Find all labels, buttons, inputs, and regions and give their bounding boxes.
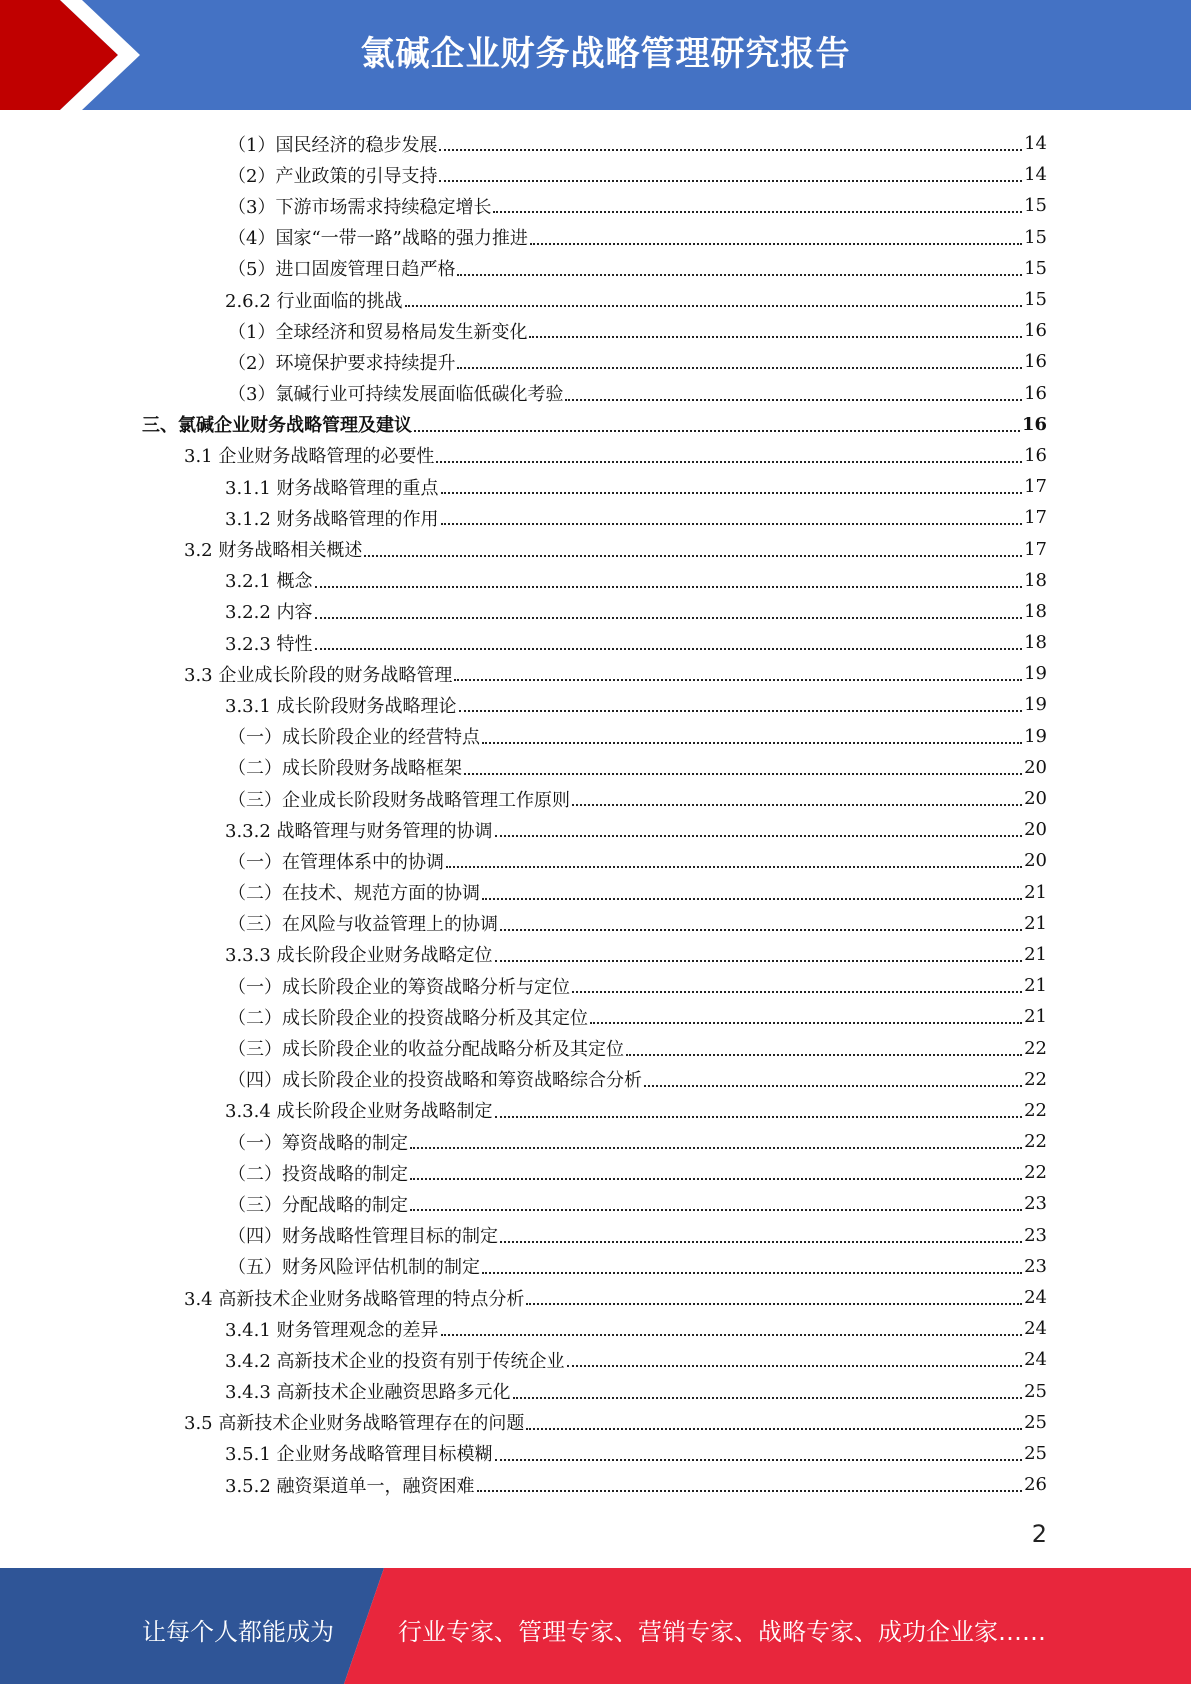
toc-dot-leader: [439, 179, 1022, 182]
toc-dot-leader: [529, 335, 1022, 338]
page-header: [0, 0, 1191, 110]
toc-entry-label: （二）投资战略的制定: [228, 1163, 408, 1185]
toc-entry-label: 3.4.1 财务管理观念的差异: [225, 1319, 439, 1341]
toc-entry-page: 25: [1024, 1442, 1047, 1464]
toc-entry-label: 3.1.1 财务战略管理的重点: [225, 477, 439, 499]
toc-entry[interactable]: [0, 939, 1191, 970]
toc-entry-label: 3.5 高新技术企业财务战略管理存在的问题: [184, 1413, 525, 1435]
toc-entry-page: 15: [1024, 257, 1047, 279]
toc-entry-page: 24: [1024, 1318, 1047, 1340]
toc-dot-leader: [644, 1084, 1022, 1087]
toc-entry-label: 2.6.2 行业面临的挑战: [225, 290, 403, 312]
toc-dot-leader: [459, 709, 1023, 712]
toc-entry[interactable]: [0, 128, 1191, 159]
toc-dot-leader: [405, 304, 1023, 307]
toc-entry[interactable]: [0, 284, 1191, 315]
toc-entry[interactable]: [0, 159, 1191, 190]
toc-entry-page: 16: [1024, 382, 1047, 404]
toc-entry-label: （二）成长阶段企业的投资战略分析及其定位: [228, 1007, 588, 1029]
toc-entry-label: 3.3.2 战略管理与财务管理的协调: [225, 820, 493, 842]
toc-dot-leader: [464, 772, 1022, 775]
page-number: 2: [1031, 1520, 1047, 1548]
toc-entry-label: 3.2.1 概念: [225, 571, 313, 593]
toc-dot-leader: [441, 522, 1023, 525]
toc-dot-leader: [495, 834, 1023, 837]
toc-entry-page: 20: [1024, 788, 1047, 810]
toc-entry-page: 18: [1024, 600, 1047, 622]
toc-entry[interactable]: [0, 409, 1191, 440]
toc-dot-leader: [495, 959, 1023, 962]
toc-entry[interactable]: [0, 222, 1191, 253]
toc-entry-page: 16: [1021, 413, 1047, 435]
toc-entry[interactable]: [0, 1032, 1191, 1063]
toc-dot-leader: [457, 366, 1022, 369]
toc-entry-label: 3.5.2 融资渠道单一，融资困难: [225, 1475, 475, 1497]
toc-entry[interactable]: [0, 1313, 1191, 1344]
toc-dot-leader: [482, 897, 1022, 900]
toc-entry-label: 3.2 财务战略相关概述: [184, 540, 363, 562]
toc-entry[interactable]: [0, 627, 1191, 658]
toc-dot-leader: [500, 928, 1022, 931]
toc-dot-leader: [493, 210, 1022, 213]
toc-entry-page: 21: [1024, 943, 1047, 965]
toc-entry-label: 3.3.1 成长阶段财务战略理论: [225, 695, 457, 717]
toc-entry-label: 3.2.3 特性: [225, 633, 313, 655]
toc-entry-page: 23: [1024, 1224, 1047, 1246]
toc-entry-label: 3.4 高新技术企业财务战略管理的特点分析: [184, 1288, 525, 1310]
toc-entry-label: （五）财务风险评估机制的制定: [228, 1257, 480, 1279]
toc-entry[interactable]: [0, 315, 1191, 346]
toc-entry-label: 3.2.2 内容: [225, 602, 313, 624]
toc-entry-page: 16: [1024, 351, 1047, 373]
toc-entry-page: 24: [1024, 1287, 1047, 1309]
toc-entry[interactable]: [0, 471, 1191, 502]
toc-dot-leader: [500, 1240, 1022, 1243]
toc-dot-leader: [436, 460, 1022, 463]
toc-entry-label: 三、氯碱企业财务战略管理及建议: [142, 415, 412, 437]
toc-entry-page: 22: [1024, 1131, 1047, 1153]
toc-entry-label: （三）成长阶段企业的收益分配战略分析及其定位: [228, 1039, 624, 1061]
toc-entry-page: 16: [1024, 320, 1047, 342]
toc-dot-leader: [526, 1427, 1022, 1430]
toc-entry-page: 14: [1024, 164, 1047, 186]
toc-entry[interactable]: [0, 378, 1191, 409]
toc-entry-page: 21: [1024, 881, 1047, 903]
toc-entry-page: 22: [1024, 1068, 1047, 1090]
toc-entry[interactable]: [0, 1126, 1191, 1157]
footer-slogan-right: 行业专家、管理专家、营销专家、战略专家、成功企业家……: [398, 1618, 1046, 1646]
toc-entry-label: （一）筹资战略的制定: [228, 1132, 408, 1154]
toc-entry-page: 20: [1024, 819, 1047, 841]
toc-dot-leader: [590, 1021, 1022, 1024]
toc-entry[interactable]: [0, 190, 1191, 221]
toc-dot-leader: [495, 1115, 1023, 1118]
toc-entry-page: 18: [1024, 569, 1047, 591]
toc-entry-page: 15: [1024, 195, 1047, 217]
toc-entry-label: （三）在风险与收益管理上的协调: [228, 914, 498, 936]
toc-entry[interactable]: [0, 814, 1191, 845]
toc-entry-label: （三）企业成长阶段财务战略管理工作原则: [228, 789, 570, 811]
toc-entry[interactable]: [0, 565, 1191, 596]
toc-entry[interactable]: [0, 533, 1191, 564]
toc-entry-page: 22: [1024, 1099, 1047, 1121]
toc-dot-leader: [446, 865, 1022, 868]
toc-entry[interactable]: [0, 1469, 1191, 1500]
toc-entry-label: 3.3 企业成长阶段的财务战略管理: [184, 664, 453, 686]
toc-dot-leader: [626, 1053, 1022, 1056]
toc-entry[interactable]: [0, 440, 1191, 471]
toc-entry-label: （四）财务战略性管理目标的制定: [228, 1226, 498, 1248]
toc-entry-label: 3.5.1 企业财务战略管理目标模糊: [225, 1444, 493, 1466]
toc-entry-label: （四）成长阶段企业的投资战略和筹资战略综合分析: [228, 1070, 642, 1092]
toc-dot-leader: [414, 429, 1020, 432]
toc-entry-label: （3）氯碱行业可持续发展面临低碳化考验: [228, 384, 564, 406]
toc-entry[interactable]: [0, 1438, 1191, 1469]
toc-entry[interactable]: [0, 1001, 1191, 1032]
toc-dot-leader: [315, 616, 1023, 619]
page-footer: [0, 1568, 1191, 1684]
toc-dot-leader: [477, 1489, 1023, 1492]
toc-dot-leader: [364, 554, 1022, 557]
toc-entry-label: （1）国民经济的稳步发展: [228, 134, 438, 156]
toc-dot-leader: [565, 398, 1022, 401]
toc-entry[interactable]: [0, 1220, 1191, 1251]
toc-dot-leader: [315, 647, 1023, 650]
toc-entry-label: （一）在管理体系中的协调: [228, 851, 444, 873]
toc-entry-page: 17: [1024, 476, 1047, 498]
toc-entry-page: 19: [1024, 725, 1047, 747]
toc-entry-page: 26: [1024, 1474, 1047, 1496]
toc-entry-page: 20: [1024, 850, 1047, 872]
toc-entry[interactable]: [0, 502, 1191, 533]
report-title: 氯碱企业财务战略管理研究报告: [360, 34, 851, 74]
footer-slogan-left: 让每个人都能成为: [142, 1618, 334, 1646]
toc-entry-page: 16: [1024, 444, 1047, 466]
toc-entry-page: 18: [1024, 632, 1047, 654]
toc-entry-page: 21: [1024, 1006, 1047, 1028]
toc-dot-leader: [513, 1396, 1023, 1399]
toc-entry-label: 3.1 企业财务战略管理的必要性: [184, 446, 435, 468]
toc-entry[interactable]: [0, 346, 1191, 377]
toc-entry-page: 15: [1024, 226, 1047, 248]
toc-dot-leader: [410, 1208, 1022, 1211]
table-of-contents: [0, 128, 1191, 1500]
toc-entry-page: 19: [1024, 663, 1047, 685]
toc-entry-page: 21: [1024, 975, 1047, 997]
toc-entry-label: （2）环境保护要求持续提升: [228, 352, 456, 374]
toc-dot-leader: [526, 1302, 1022, 1305]
toc-entry[interactable]: [0, 721, 1191, 752]
toc-entry[interactable]: [0, 877, 1191, 908]
toc-dot-leader: [482, 741, 1022, 744]
toc-entry[interactable]: [0, 1095, 1191, 1126]
toc-entry[interactable]: [0, 1188, 1191, 1219]
toc-dot-leader: [572, 803, 1022, 806]
toc-entry-label: （二）在技术、规范方面的协调: [228, 883, 480, 905]
toc-entry[interactable]: [0, 845, 1191, 876]
toc-entry-page: 17: [1024, 538, 1047, 560]
toc-entry-label: （二）成长阶段财务战略框架: [228, 758, 462, 780]
toc-entry[interactable]: [0, 1157, 1191, 1188]
toc-entry-label: （2）产业政策的引导支持: [228, 165, 438, 187]
toc-entry-label: （3）下游市场需求持续稳定增长: [228, 196, 492, 218]
toc-dot-leader: [441, 1333, 1023, 1336]
toc-entry[interactable]: [0, 970, 1191, 1001]
toc-dot-leader: [495, 1458, 1023, 1461]
toc-entry-page: 19: [1024, 694, 1047, 716]
toc-entry[interactable]: [0, 752, 1191, 783]
toc-entry[interactable]: [0, 783, 1191, 814]
toc-entry-label: 3.3.3 成长阶段企业财务战略定位: [225, 945, 493, 967]
toc-entry[interactable]: [0, 1376, 1191, 1407]
toc-entry-page: 25: [1024, 1380, 1047, 1402]
toc-entry-page: 25: [1024, 1411, 1047, 1433]
toc-entry-page: 14: [1024, 133, 1047, 155]
toc-entry-label: （三）分配战略的制定: [228, 1194, 408, 1216]
toc-dot-leader: [482, 1271, 1022, 1274]
toc-entry-label: 3.3.4 成长阶段企业财务战略制定: [225, 1101, 493, 1123]
toc-dot-leader: [441, 491, 1023, 494]
toc-entry[interactable]: [0, 596, 1191, 627]
toc-dot-leader: [530, 242, 1022, 245]
toc-entry-page: 23: [1024, 1255, 1047, 1277]
toc-dot-leader: [454, 678, 1022, 681]
toc-dot-leader: [410, 1177, 1022, 1180]
toc-entry[interactable]: [0, 1344, 1191, 1375]
toc-entry[interactable]: [0, 658, 1191, 689]
toc-entry-page: 15: [1024, 289, 1047, 311]
toc-entry[interactable]: [0, 689, 1191, 720]
toc-entry-page: 17: [1024, 507, 1047, 529]
toc-entry[interactable]: [0, 1064, 1191, 1095]
toc-entry[interactable]: [0, 1251, 1191, 1282]
toc-entry-page: 22: [1024, 1037, 1047, 1059]
toc-entry-label: （一）成长阶段企业的筹资战略分析与定位: [228, 976, 570, 998]
toc-entry-label: 3.4.3 高新技术企业融资思路多元化: [225, 1382, 511, 1404]
toc-entry-label: 3.4.2 高新技术企业的投资有别于传统企业: [225, 1350, 565, 1372]
toc-entry-page: 23: [1024, 1193, 1047, 1215]
toc-entry[interactable]: [0, 253, 1191, 284]
toc-dot-leader: [439, 148, 1022, 151]
toc-entry-page: 21: [1024, 912, 1047, 934]
toc-dot-leader: [410, 1146, 1022, 1149]
toc-dot-leader: [567, 1364, 1023, 1367]
toc-dot-leader: [315, 585, 1023, 588]
toc-entry[interactable]: [0, 1407, 1191, 1438]
toc-entry-page: 22: [1024, 1162, 1047, 1184]
toc-entry-label: （4）国家“一带一路”战略的强力推进: [228, 228, 528, 250]
toc-entry-page: 20: [1024, 756, 1047, 778]
toc-entry[interactable]: [0, 1282, 1191, 1313]
toc-entry-label: 3.1.2 财务战略管理的作用: [225, 508, 439, 530]
toc-dot-leader: [572, 990, 1022, 993]
toc-entry-label: （一）成长阶段企业的经营特点: [228, 727, 480, 749]
toc-entry[interactable]: [0, 908, 1191, 939]
toc-entry-page: 24: [1024, 1349, 1047, 1371]
toc-entry-label: （5）进口固废管理日趋严格: [228, 259, 456, 281]
toc-dot-leader: [457, 273, 1022, 276]
toc-entry-label: （1）全球经济和贸易格局发生新变化: [228, 321, 528, 343]
